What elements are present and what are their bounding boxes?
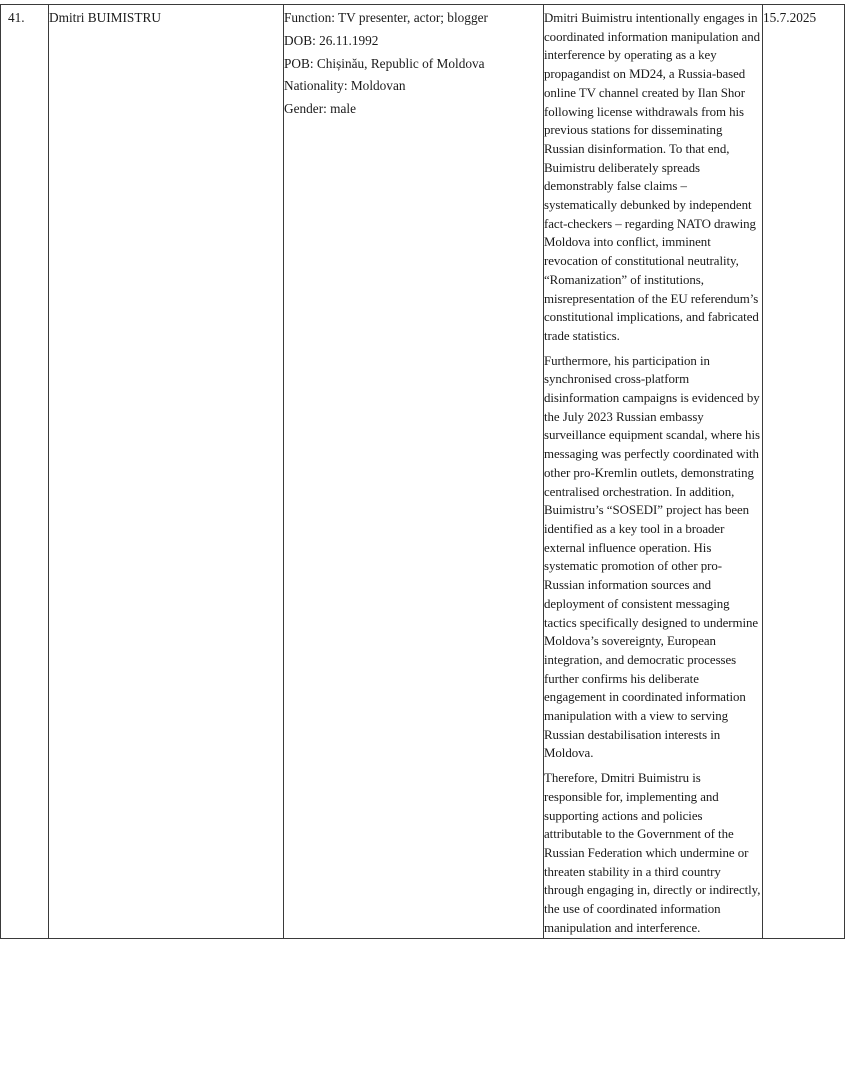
reasons-cell (544, 5, 763, 939)
entry-number: 41. (8, 10, 25, 25)
ident-nationality: Nationality: Moldovan (284, 78, 406, 94)
reasons-paragraph-3: Therefore, Dmitri Buimistru is responsible for, implementing and supporting actions and policies attributable to the Government of the Russian Federation which undermine or threaten stability in a third country through engaging in, directly or indirectly, the use of coordinated information manipulation and interference. (544, 771, 761, 935)
ident-dob: DOB: 26.11.1992 (284, 32, 379, 48)
date-of-listing-cell (763, 5, 845, 939)
ident-pob: POB: Chișinău, Republic of Moldova (284, 55, 485, 71)
listing-table (0, 4, 845, 939)
date-of-listing: 15.7.2025 (763, 10, 817, 25)
reasons-paragraph-2: Furthermore, his participation in synchronised cross-platform disinformation campaigns is evidenced by the July 2023 Russian embassy surveillance equipment scandal, where his messaging was perfectly coordinated with other pro-Kremlin outlets, demonstrating centralised orchestration. In addition, Buimistru’s “SOSEDI” project has been identified as a key tool in a broader external influence operation. His systematic promotion of other pro-Russian information sources and deployment of consistent messaging tactics specifically designed to undermine Moldova’s sovereignty, European integration, and democratic processes further confirms his deliberate engagement in coordinated information manipulation with a view to serving Russian destabilisation interests in Moldova. (544, 353, 760, 761)
name-cell (49, 5, 284, 939)
table-row (1, 5, 845, 939)
ident-gender: Gender: male (284, 101, 356, 117)
ident-function: Function: TV presenter, actor; blogger (284, 10, 488, 25)
identifying-information-cell (284, 5, 544, 939)
person-name: Dmitri BUIMISTRU (49, 10, 161, 25)
entry-number-cell (1, 5, 49, 939)
reasons-paragraph-1: Dmitri Buimistru intentionally engages in coordinated information manipulation and interference by operating as a key propagandist on MD24, a Russia-based online TV channel created by Ilan Shor following license withdrawals from his previous stations for disseminating Russian disinformation. To that end, Buimistru deliberately spreads demonstrably false claims – systematically debunked by independent fact-checkers – regarding NATO drawing Moldova into conflict, imminent revocation of constitutional neutrality, “Romanization” of institutions, misrepresentation of the EU referendum’s constitutional implications, and fabricated trade statistics. (544, 11, 761, 343)
